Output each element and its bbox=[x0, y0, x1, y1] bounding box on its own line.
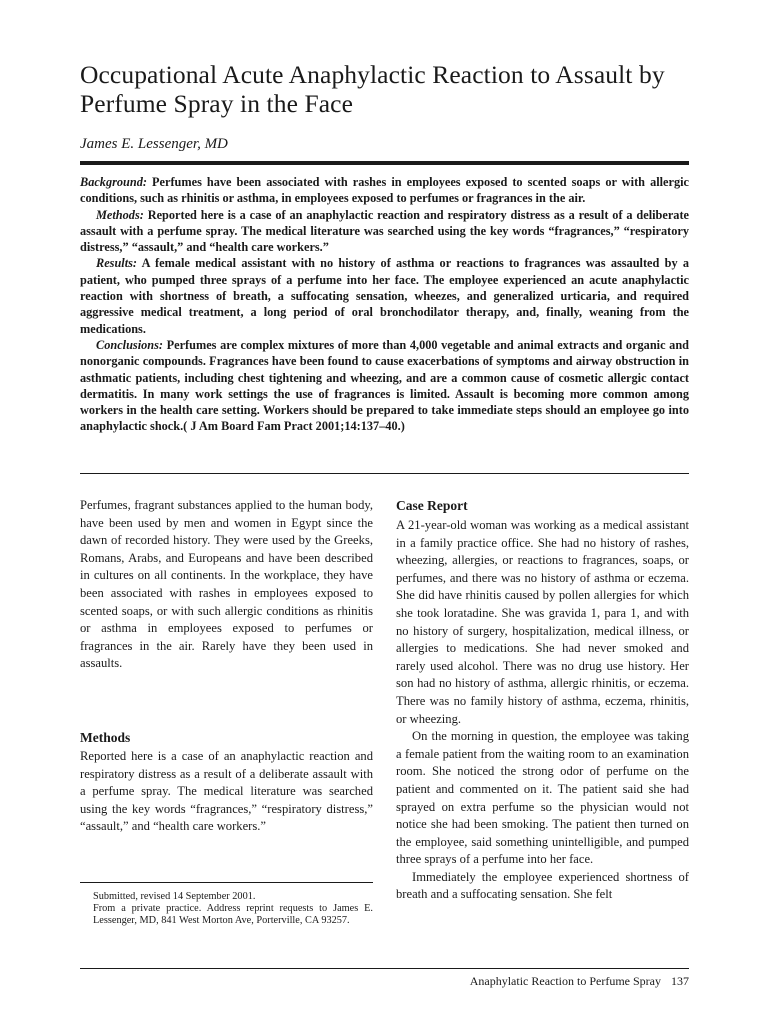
running-footer-title: Anaphylatic Reaction to Perfume Spray bbox=[469, 974, 661, 988]
page-number: 137 bbox=[671, 974, 689, 988]
left-column bbox=[80, 497, 373, 673]
abstract-conclusions-label: Conclusions: bbox=[96, 337, 163, 352]
abstract-results bbox=[80, 255, 689, 336]
abstract-results-label: Results: bbox=[96, 256, 137, 271]
article-title: Occupational Acute Anaphylactic Reaction to Assault by Perfume Spray in the Face bbox=[80, 60, 665, 118]
methods-heading: Methods bbox=[80, 730, 131, 745]
abstract-methods bbox=[80, 207, 689, 256]
intro-paragraph: Perfumes, fragrant substances applied to the human body, have been used by men and women in Egypt since the dawn of recorded history. They were used by the Greeks, Romans, Arabs, and Europeans and have been described in cultures on all continents. In the workplace, they have been associated with rashes in employees exposed to scented soaps, or with such allergic conditions as rhinitis or asthma in employees exposed to perfumes or fragrances in the air. Rarely have they been used in assaults. bbox=[80, 498, 373, 671]
footnote bbox=[93, 891, 373, 927]
abstract-methods-label: Methods: bbox=[96, 207, 144, 222]
abstract-methods-text: Reported here is a case of an anaphylactic reaction and respiratory distress as a result of a deliberate assault with a perfume spray. The medical literature was searched using the key words “fragrances,” “respiratory distress,” “assault,” and “health care workers.” bbox=[80, 207, 689, 255]
case-paragraph-2: On the morning in question, the employee was taking a female patient from the waiting room to an examination room. She noticed the strong odor of perfume on the patient and commented on it. The patient said she had sprayed on extra perfume so the physician would not notice she had been smoking. The patient then turned on the employee, said something unintelligible, and pumped three sprays of a perfume into her face. bbox=[396, 729, 689, 867]
footer-rule bbox=[80, 968, 689, 969]
abstract-conclusions-text: Perfumes are complex mixtures of more than 4,000 vegetable and animal extracts and organic and nonorganic compounds. Fragrances have been found to cause exacerbations of symptoms and airway obstruction in asthmatic patients, including chest tightening and wheezing, and are a common cause of cosmetic allergic contact dermatitis. In many work settings the use of fragrances is limited. Assault is becoming more common among workers in the health care setting. Workers should be prepared to take immediate steps should an employee go into anaphylactic shock.( J Am Board Fam Pract 2001;14:137–40.) bbox=[80, 337, 689, 434]
footnote-affiliation: From a private practice. Address reprint requests to James E. Lessenger, MD, 841 West Morton Ave, Porterville, CA 93257. bbox=[93, 903, 373, 926]
footnote-rule bbox=[80, 882, 373, 883]
abstract-rule bbox=[80, 473, 689, 474]
article-author: James E. Lessenger, MD bbox=[80, 136, 228, 152]
running-footer bbox=[470, 974, 689, 989]
right-column bbox=[396, 497, 689, 904]
case-paragraph-3: Immediately the employee experienced shortness of breath and a suffocating sensation. She felt bbox=[396, 869, 689, 902]
case-report-heading: Case Report bbox=[396, 498, 468, 513]
title-rule bbox=[80, 161, 689, 165]
abstract-conclusions bbox=[80, 337, 689, 435]
footnote-submitted: Submitted, revised 14 September 2001. bbox=[93, 891, 256, 902]
abstract-background-label: Background: bbox=[80, 175, 147, 189]
abstract-background bbox=[80, 174, 689, 207]
case-paragraph-1: A 21-year-old woman was working as a medical assistant in a family practice office. She had no history of rashes, wheezing, allergies, or reactions to fragrances, soaps, or perfumes, and there was no history of asthma or eczema. She did have rhinitis caused by pollen allergies for which she took loratadine. She was gravida 1, para 1, and with no history of surgery, hospitalization, medical illness, or allergies to medications. She had never smoked and rarely used alcohol. There was no drug use history. Her son had no history of asthma, allergic rhinitis, or eczema. There was no family history of asthma, eczema, rhinitis, or wheezing. bbox=[396, 518, 689, 726]
abstract-results-text: A female medical assistant with no history of asthma or reactions to fragrances was assaulted by a patient, who pumped three sprays of a perfume into her face. The employee experienced an acute anaphylactic reaction with shortness of breath, a suffocating sensation, wheezes, and generalized urticaria, and required aggressive medical treatment, a long period of oral bronchodilator therapy, and, finally, weaning from the medications. bbox=[80, 256, 689, 336]
abstract-background-text: Perfumes have been associated with rashes in employees exposed to scented soaps or with allergic conditions, such as rhinitis or asthma, in employees exposed to perfumes or fragrances in the air. bbox=[80, 175, 689, 206]
methods-paragraph: Reported here is a case of an anaphylactic reaction and respiratory distress as a result of a deliberate assault with a perfume spray. The medical literature was searched using the key words “fragrances,” “respiratory distress,” “assault,” and “health care workers.” bbox=[80, 749, 373, 834]
abstract bbox=[80, 174, 689, 435]
